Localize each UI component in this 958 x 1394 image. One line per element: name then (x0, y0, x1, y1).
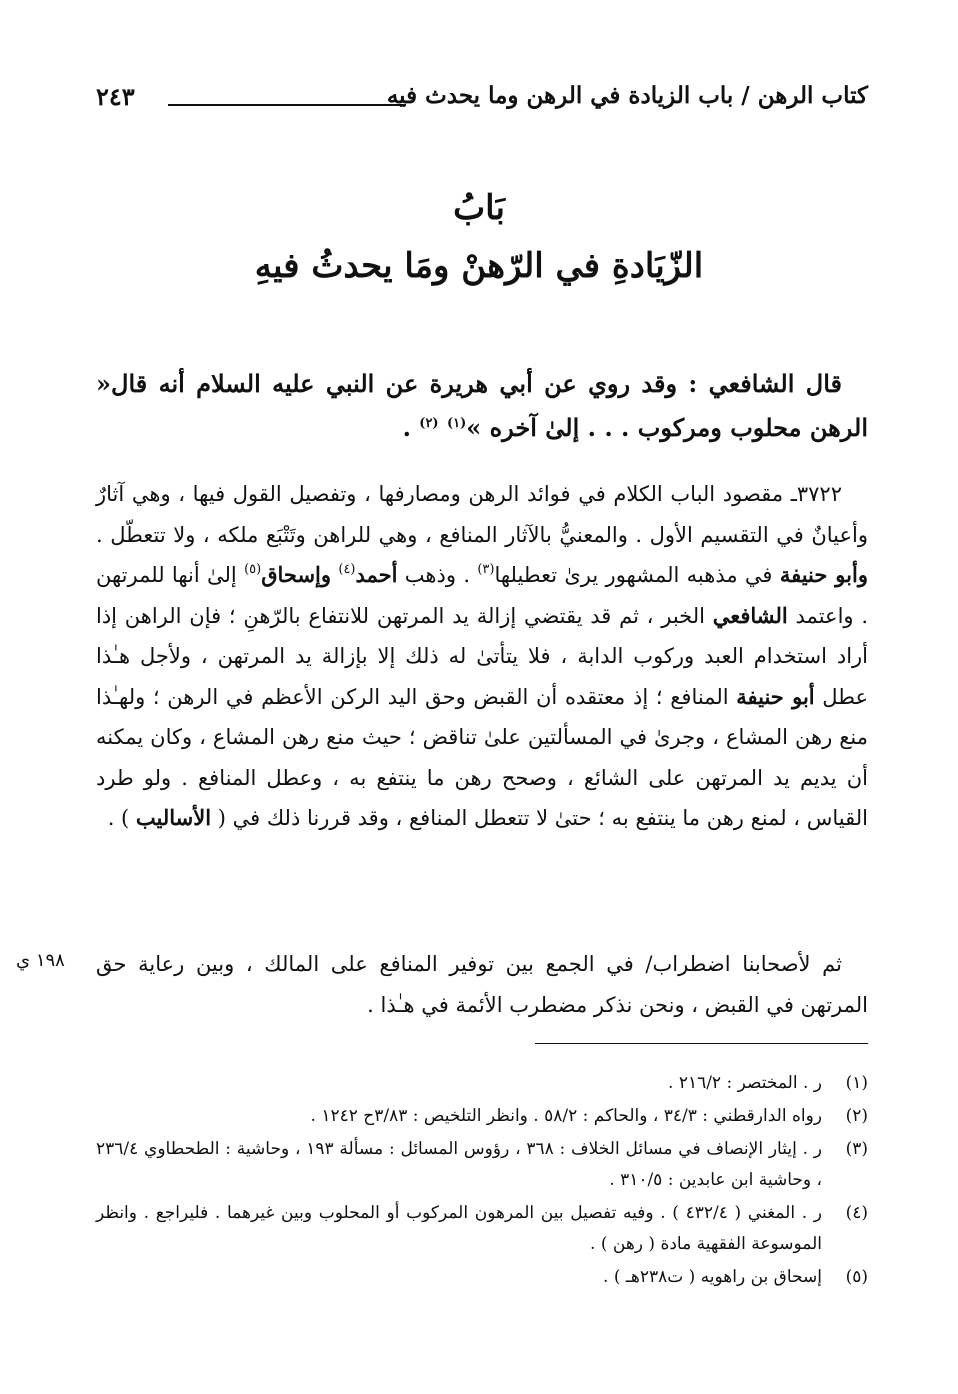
footnote-ref-4[interactable]: (٤) (338, 562, 356, 577)
shafii-quote (96, 362, 868, 450)
footnote-number: (٤) (845, 1203, 868, 1223)
footnote-1 (96, 1068, 868, 1099)
footnote-text: ر . المختصر : ٢١٦/٢ . (668, 1073, 822, 1093)
manuscript-folio-note: ١٩٨ ي (16, 950, 65, 971)
footnote-ref-2[interactable]: (٢) (419, 416, 439, 431)
page-number: ٢٤٣ (96, 82, 135, 111)
chapter-label: بَابُ (453, 188, 505, 228)
footnote-number: (١) (845, 1073, 868, 1093)
footnote-2 (96, 1101, 868, 1132)
footnote-text: إسحاق بن راهويه ( ت٢٣٨هـ ) . (603, 1267, 822, 1287)
para-text: المنافع ؛ إذ معتقده أن القبض وحق اليد الركن الأعظم في الرهن ؛ ولهـٰذا منع رهن المشاع ، وجرىٰ في المسألتين علىٰ تناقض ؛ حيث منع رهن المشاع ، وكان يمكنه أن يديم يد المرتهن على الشائع ، وصحح رهن ما ينتفع به ، وعطل المنافع . ولو طرد القياس ، لمنع رهن ما ينتفع به ؛ حتىٰ لا تتعطل المنافع ، وقد قررنا ذلك في ( (96, 684, 868, 830)
name-abu-hanifa: وأبو حنيفة (779, 562, 868, 587)
footnote-text: ر . المغني ( ٤٣٢/٤ ) . وفيه تفصيل بين المرهون المركوب أو المحلوب وبين غيرهما . فليراجع . وانظر الموسوعة الفقهية مادة ( رهن ) . (96, 1203, 822, 1254)
running-title: كتاب الرهن / باب الزيادة في الرهن وما يحدث فيه (386, 82, 868, 109)
name-abu-hanifa: أبو حنيفة (736, 683, 815, 709)
footnote-5 (96, 1262, 868, 1293)
footnote-4 (96, 1198, 868, 1260)
footnote-text: ر . إيثار الإنصاف في مسائل الخلاف : ٣٦٨ ، رؤوس المسائل : مسألة ١٩٣ ، وحاشية : الطحطاوي ٢٣٦/٤ ، وحاشية ابن عابدين : ٣١٠/٥ . (96, 1139, 822, 1190)
footnote-ref-3[interactable]: (٣) (477, 562, 495, 577)
footnote-number: (٢) (845, 1106, 868, 1126)
book-title-asalib: الأساليب (135, 805, 212, 830)
footnote-number: (٣) (845, 1139, 868, 1159)
footnotes (96, 1068, 868, 1295)
para-text: ) . (107, 806, 136, 830)
quote-text: قال الشافعي : وقد روي عن أبي هريرة عن النبي عليه السلام أنه قال« الرهن محلوب ومركوب . . . إلىٰ آخره » (96, 369, 868, 442)
footnote-number: (٥) (845, 1267, 868, 1287)
header-rule (168, 104, 406, 106)
para-text: . وذهب (397, 563, 478, 587)
name-ishaq: وإسحاق (261, 562, 332, 587)
para-text: إلىٰ أنها للمرتهن . واعتمد (96, 563, 868, 628)
name-shafii: الشافعي (712, 602, 788, 628)
footnote-3 (96, 1134, 868, 1196)
para-text: في مذهبه المشهور يرىٰ تعطيلها (494, 563, 780, 587)
footnote-text: رواه الدارقطني : ٣٤/٣ ، والحاكم : ٥٨/٢ . وانظر التلخيص : ٣/٨٣ح ١٢٤٢ . (310, 1106, 822, 1126)
paragraph-3722 (96, 474, 868, 839)
paragraph-second: ثم لأصحابنا اضطراب/ في الجمع بين توفير المنافع على المالك ، وبين رعاية حق المرتهن في القبض ، ونحن نذكر مضطرب الأئمة في هـٰذا . (96, 952, 868, 1017)
chapter-title: الزّيَادةِ في الرّهنْ ومَا يحدثُ فيهِ (254, 246, 704, 286)
footnote-ref-1[interactable]: (١) (446, 416, 467, 431)
name-ahmad: أحمد (355, 562, 398, 587)
footnote-separator (535, 1043, 868, 1044)
running-header (96, 82, 868, 122)
para-text: الخبر ، ثم قد يقتضي إزالة يد المرتهن للانتفاع بالرّهنِ ؛ فإن الراهن إذا أراد استخدام العبد وركوب الدابة ، فلا يتأتىٰ له ذلك إلا بإزالة يد المرتهن ، ولأجل هـٰذا عطل (96, 603, 868, 709)
para-text: ٣٧٢٢ـ مقصود الباب الكلام في فوائد الرهن ومصارفها ، وتفصيل القول فيها ، وهي آثارٌ وأعيانٌ في التقسيم الأول . والمعنيُّ بالآثار المنافع ، وهي للراهن وتَتْبَع ملكه ، ولا تتعطّل . (96, 482, 868, 547)
quote-end: . (402, 413, 420, 442)
footnote-ref-5[interactable]: (٥) (244, 562, 262, 577)
